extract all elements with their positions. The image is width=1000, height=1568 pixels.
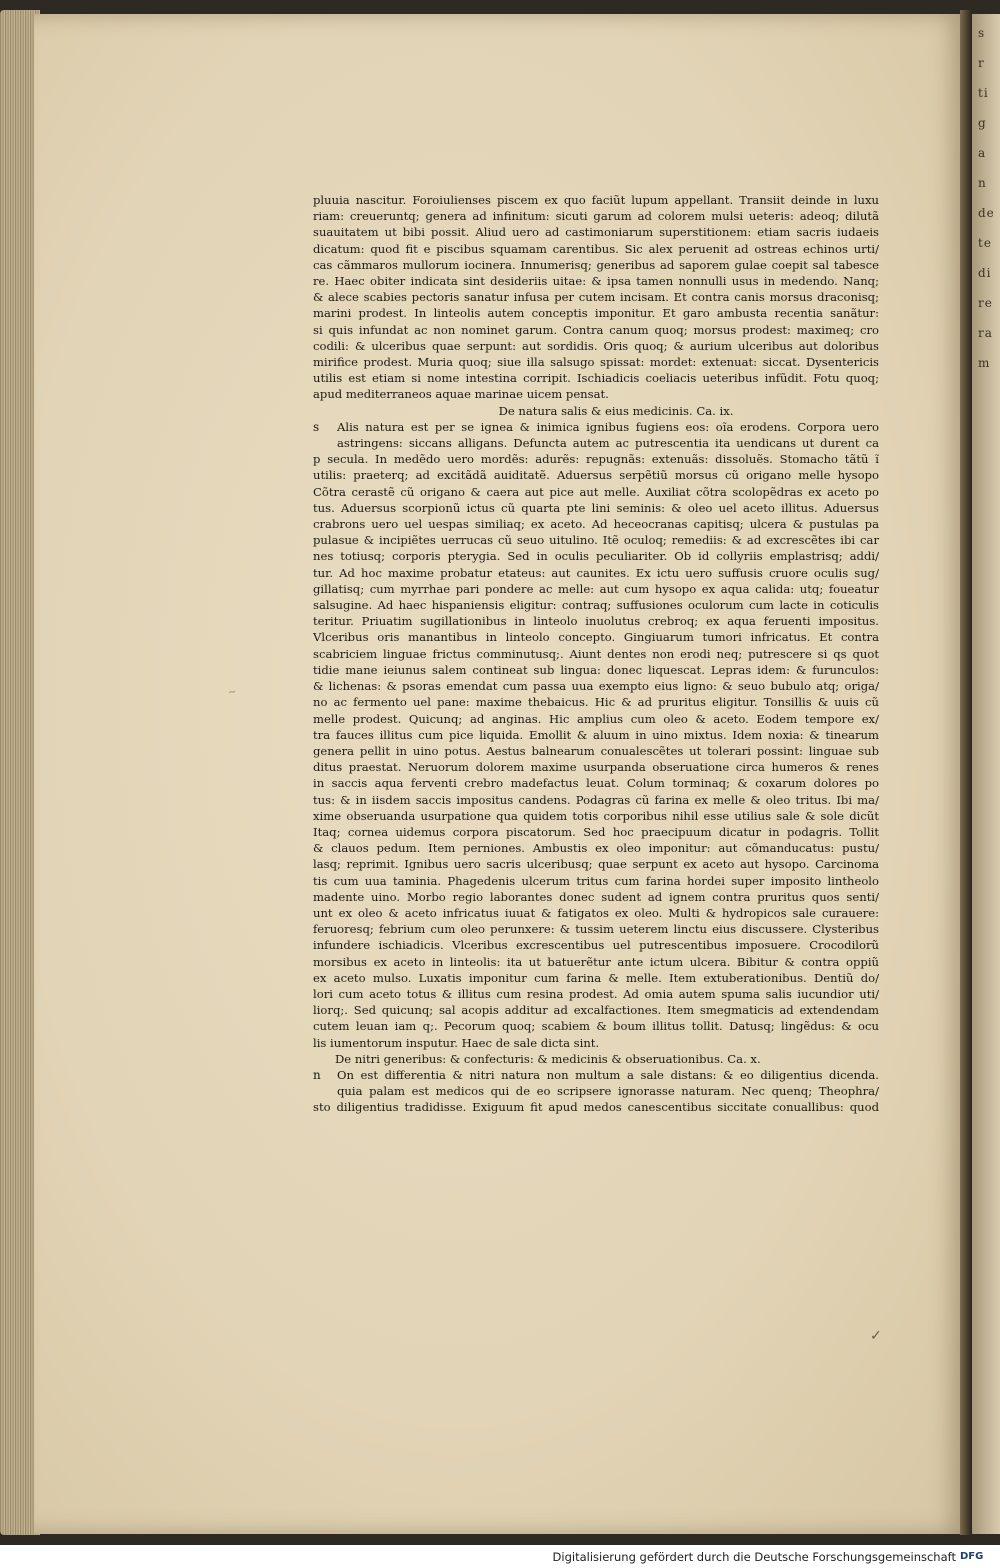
text-line: suauitatem ut bibi possit. Aliud uero ad castimoniarum superstitionem: etiam sacris iudaeis: [313, 225, 879, 240]
margin-mark: ✓: [870, 1328, 882, 1344]
next-page-text: m: [978, 356, 991, 370]
next-page-text: re: [978, 296, 993, 310]
next-page-text: r: [978, 56, 985, 70]
text-line: tus. Aduersus scorpionũ ictus cũ quarta pte lini seminis: & oleo uel aceto illitus. Aduersus: [313, 500, 879, 515]
text-line: tidie mane ieiunus salem contineat sub lingua: donec liquescat. Lepras idem: & furunculos:: [313, 662, 879, 677]
text-line: & lichenas: & psoras emendat cum passa uua exempto eius ligno: & seuo bubulo atq; origa/: [313, 679, 879, 694]
paragraph-fish-sauce: [313, 192, 879, 386]
paragraph-last-line: sto diligentius tradidisse. Exiguum fit apud medos canescentibus siccitate conuallibus: quod: [313, 1100, 879, 1115]
text-line: & alece scabies pectoris sanatur infusa per cutem incisam. Et contra canis morsus draconisq;: [313, 290, 879, 305]
text-line: si quis infundat ac non nominet garum. Contra canum quoq; morsus prodest: maximeq; cro: [313, 322, 879, 337]
initial-guide-letter: s: [313, 419, 320, 434]
text-line: Cõtra cerastẽ cũ origano & caera aut pice aut melle. Auxiliat cõtra scolopẽdras ex aceto po: [313, 484, 879, 499]
text-line: genera pellit in uino potus. Aestus balnearum conualescẽtes ut tolerari possint: linguae sub: [313, 743, 879, 758]
text-line: codili: & ulceribus quae serpunt: aut sordidis. Oris quoq; & aurium ulceribus aut doloribus: [313, 338, 879, 353]
text-line: scabriciem linguae frictus comminutusq;. Aiunt dentes non erodi neq; putrescere si qs quot: [313, 646, 879, 661]
text-line: tis cum uua taminia. Phagedenis ulcerum tritus cum farina hordei super imposito lintheolo: [313, 873, 879, 888]
text-line: ditus praestat. Neruorum dolorem maxime usurpanda obseruatione circa humeros & renes: [313, 760, 879, 775]
digitization-footer: [0, 1545, 1000, 1568]
text-line: dicatum: quod fit e piscibus squamam carentibus. Sic alex peruenit ad ostreas echinos urti/: [313, 241, 879, 256]
text-line: cutem leuan iam q;. Pecorum quoq; scabiem & boum illitus tollit. Datusq; lingẽdus: & ocu: [313, 1019, 879, 1034]
pencil-mark: ~: [227, 686, 238, 699]
text-line: re. Haec obiter indicata sint desideriis uitae: & ipsa tamen nonnulli usus in medendo. Nanq;: [313, 274, 879, 289]
text-line: crabrons uero uel uespas similiaq; ex aceto. Ad heceocranas capitisq; ulcera & pustulas pa: [313, 517, 879, 532]
text-line: pulasue & incipiẽtes uerrucas cũ seuo uitulino. Itẽ oculoq; remediis: & ad excrescẽtes ibi car: [313, 533, 879, 548]
next-page-text: ra: [978, 326, 993, 340]
paragraph-first-line: n On est differentia & nitri natura non multum a sale distans: & eo diligentius dicenda.: [313, 1067, 879, 1082]
text-line: xime obseruanda usurpatione qua quidem totis corporibus nihil esse utilius sale & sole dicũt: [313, 808, 879, 823]
text-line: utilis: praeterq; ad excitãdã auiditatẽ. Aduersus serpẽtiũ morsus cũ origano melle hysopo: [313, 468, 879, 483]
text-line: Itaq; cornea uidemus corpora piscatorum. Sed hoc praecipuum dicatur in podagris. Tollit: [313, 824, 879, 839]
paragraph-second-line: quia palam est medicos qui de eo scripsere ignorasse naturam. Nec quenq; Theophra/: [337, 1084, 879, 1099]
next-page-text: te: [978, 236, 992, 250]
text-block: [313, 192, 879, 1116]
paragraph-first-line: s Alis natura est per se ignea & inimica ignibus fugiens eos: oĩa erodens. Corpora uero: [313, 419, 879, 434]
text-line: liorq;. Sed quicunq; sal acopis additur ad excalfactiones. Item smegmaticis ad extendendam: [313, 1003, 879, 1018]
paragraph-salt: [313, 451, 879, 1034]
text-line: marini prodest. In linteolis autem conceptis imponitur. Et garo ambusta recentia sanãtur:: [313, 306, 879, 321]
book-gutter: [960, 10, 972, 1535]
paragraph-last-line: lis iumentorum insputur. Haec de sale dicta sint.: [313, 1035, 600, 1050]
text-line: in saccis aqua ferventi crebro madefactus leuat. Colum torminaq; & coxarum dolores po: [313, 776, 879, 791]
text-line: tur. Ad hoc maxime probatur etateus: aut caunites. Ex ictu uero suffusis cruore oculis sug/: [313, 565, 879, 580]
chapter-heading-nitre: De nitri generibus: & confecturis: & medicinis & obseruationibus. Ca. x.: [335, 1051, 761, 1066]
next-page-text: s: [978, 26, 986, 40]
text-line: utilis est etiam si nome intestina corripit. Ischiadicis coeliacis ueteribus infũdit. Fotu quoq;: [313, 371, 879, 386]
text-line: feruoresq; febrium cum oleo perunxere: & tussim ueterem linctu eius discussere. Clysteribus: [313, 922, 879, 937]
text-line: cas cãmmaros mullorum iocinera. Innumerisq; generibus ad saporem gulae coepit sal tabesce: [313, 257, 879, 272]
text-line: lasq; reprimit. Ignibus uero sacris ulceribusq; quae serpunt ex aceto aut hysopo. Carcinoma: [313, 857, 879, 872]
next-page-fragment: [972, 14, 1000, 1534]
text-line: ex aceto mulso. Luxatis imponitur cum farina & melle. Item extuberationibus. Dentiũ do/: [313, 970, 879, 985]
text-line: tra fauces illitus cum pice liquida. Emollit & aluum in uino mixtus. Idem noxia: & tinearum: [313, 727, 879, 742]
next-page-text: a: [978, 146, 987, 160]
text-line: gillatisq; cum myrrhae pari pondere ac melle: aut cum hysopo ex aqua calida: utq; foueatur: [313, 581, 879, 596]
next-page-text: n: [978, 176, 987, 190]
text-line: nes totiusq; corporis pterygia. Sed in oculis peculiariter. Ob id collyriis emplastrisq; addi/: [313, 549, 879, 564]
text-line: melle prodest. Quicunq; ad anginas. Hic amplius cum oleo & aceto. Eodem tempore ex/: [313, 711, 879, 726]
next-page-text: g: [978, 116, 987, 130]
text-line: p secula. In medẽdo uero mordẽs: adurẽs: repugnãs: extenuãs: dissoluẽs. Stomacho tãtũ ĩ: [313, 452, 879, 467]
initial-guide-letter: n: [313, 1067, 321, 1082]
text-line: morsibus ex aceto in linteolis: ita ut batuerẽtur ante ictum ulcera. Bibitur & contra oppiũ: [313, 954, 879, 969]
paragraph-last-line: apud mediterraneos aquae marinae uicem pensat.: [313, 387, 609, 402]
footer-credit: Digitalisierung gefördert durch die Deutsche Forschungsgemeinschaft: [552, 1550, 956, 1564]
dfg-logo-icon: DFG: [960, 1551, 984, 1562]
text-line: Vlceribus oris manantibus in linteolo concepto. Gingiuarum tumori infricatus. Et contra: [313, 630, 879, 645]
text-line: lori cum aceto totus & illitus cum resina prodest. Ad omia autem spuma salis iucundior uti/: [313, 986, 879, 1001]
next-page-text: de: [978, 206, 995, 220]
next-page-text: ti: [978, 86, 989, 100]
next-page-text: di: [978, 266, 992, 280]
text-line: & clauos pedum. Item perniones. Ambustis ex oleo imponitur: aut cõmanducatus: pustu/: [313, 841, 879, 856]
text-line: unt ex oleo & aceto infricatus iuuat & fatigatos ex oleo. Multi & hydropicos sale curauere:: [313, 905, 879, 920]
text-line: teritur. Priuatim sugillationibus in linteolo inuolutus crebroq; ex aqua feruenti impositus.: [313, 614, 879, 629]
text-line: tus: & in iisdem saccis impositus candens. Podagras cũ farina ex melle & oleo tritus. Ibi ma/: [313, 792, 879, 807]
text-line: salsugine. Ad haec hispaniensis eligitur: contraq; suffusiones oculorum cum lacte in coticulis: [313, 598, 879, 613]
text-line: riam: creueruntq; genera ad infinitum: sicuti garum ad colorem mulsi ueteris: adeoq; dilutã: [313, 209, 879, 224]
paragraph-second-line: astringens: siccans alligans. Defuncta autem ac putrescentia ita uendicans ut durent ca: [337, 436, 879, 451]
chapter-heading-salt: De natura salis & eius medicinis. Ca. ix.: [498, 403, 734, 418]
text-line: mirifice prodest. Muria quoq; siue illa salsugo spissat: mordet: extenuat: siccat. Dysentericis: [313, 355, 879, 370]
text-line: pluuia nascitur. Foroiulienses piscem ex quo faciũt lupum appellant. Transiit deinde in luxu: [313, 193, 879, 207]
text-line: no ac fermento uel pane: maxime thebaicus. Hic & ad pruritus eligitur. Tonsillis & uuis cũ: [313, 695, 879, 710]
text-line: infundere ischiadicis. Vlceribus excrescentibus uel putrescentibus imposuere. Crocodilorũ: [313, 938, 879, 953]
text-line: madente uino. Morbo regio laborantes donec sudent ad ignem contra pruritus quos senti/: [313, 889, 879, 904]
